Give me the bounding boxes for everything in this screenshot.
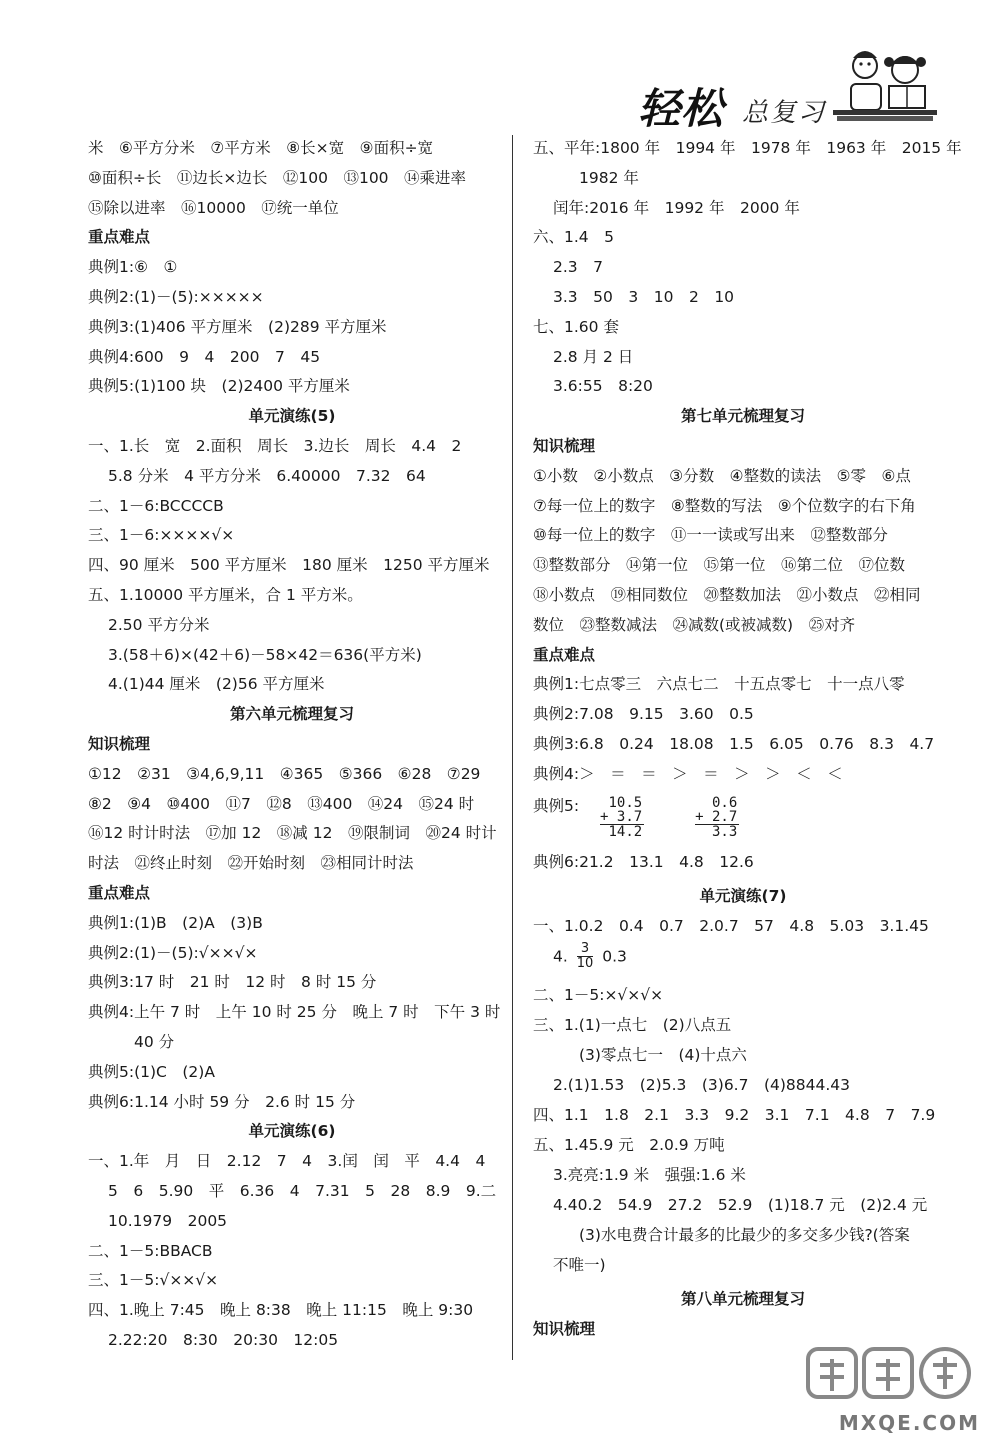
answer-line: 2.(1)1.53 (2)5.3 (3)6.7 (4)8844.43 [553, 1076, 851, 1094]
example5-line [533, 796, 953, 840]
answer-line: 典例4:＞ ＝ ＝ ＞ ＝ ＞ ＞ ＜ ＜ [533, 764, 843, 783]
unit-title: 第七单元梳理复习 [680, 407, 805, 426]
answer-line: 4.40.2 54.9 27.2 52.9 (1)18.7 元 (2)2.4 元 [553, 1196, 928, 1214]
watermark-logo-icon [800, 1343, 980, 1405]
unit-title: 第八单元梳理复习 [680, 1290, 805, 1308]
section-heading: 重点难点 [88, 884, 151, 902]
answer-line: 典例6:21.2 13.1 4.8 12.6 [533, 853, 754, 871]
brand-title: 轻松 [638, 84, 725, 133]
answer-line: 10.1979 2005 [108, 1211, 228, 1230]
answer-line: ⑩每一位上的数字 ⑪一一读或写出来 ⑫整数部分 [533, 526, 888, 545]
answer-line: 5.8 分米 4 平方分米 6.40000 7.32 64 [108, 466, 426, 485]
section-heading: 知识梳理 [88, 735, 151, 753]
vertical-addition-2 [695, 796, 739, 839]
answer-line: 40 分 [134, 1033, 175, 1051]
answer-line: ①小数 ②小数点 ③分数 ④整数的读法 ⑤零 ⑥点 [533, 466, 911, 485]
answer-line: 时法 ㉑终止时刻 ㉒开始时刻 ㉓相同计时法 [88, 854, 414, 873]
answer-line: ⑦每一位上的数字 ⑧整数的写法 ⑨个位数字的右下角 [533, 496, 916, 515]
section-heading: 重点难点 [88, 228, 151, 247]
answer-line: 2.50 平方分米 [108, 615, 210, 634]
answer-line: 七、1.60 套 [533, 317, 619, 336]
answer-line: 典例3:17 时 21 时 12 时 8 时 15 分 [88, 973, 377, 992]
answer-line: 典例3:(1)406 平方厘米 (2)289 平方厘米 [88, 317, 387, 336]
watermark-text: MXQE.COM [838, 1411, 980, 1435]
answer-line: 五、1.45.9 元 2.0.9 万吨 [533, 1136, 725, 1154]
answer-line: 典例5:(1)C (2)A [88, 1062, 215, 1081]
answer-line: 二、1－6:BCCCCB [88, 496, 224, 515]
answer-line: 4.(1)44 厘米 (2)56 平方厘米 [108, 675, 325, 694]
answer-line: 典例1:⑥ ① [88, 258, 178, 277]
answer-line: 典例4:600 9 4 200 7 45 [88, 347, 321, 366]
section-heading: 知识梳理 [533, 437, 596, 455]
answer-line: ⑩面积÷长 ⑪边长×边长 ⑫100 ⑬100 ⑭乘进率 [88, 168, 467, 187]
answer-line: 闰年:2016 年 1992 年 2000 年 [553, 198, 800, 217]
answer-line: 5 6 5.90 平 6.36 4 7.31 5 28 8.9 9.二 [108, 1182, 497, 1200]
example5-label: 典例5: [533, 797, 580, 815]
answer-line: 二、1－5:×√×√× [533, 986, 664, 1004]
answer-line: 典例3:6.8 0.24 18.08 1.5 6.05 0.76 8.3 4.7 [533, 735, 935, 753]
answer-line: 三、1－5:√××√× [88, 1271, 219, 1290]
answer-line: 典例4:上午 7 时 上午 10 时 25 分 晚上 7 时 下午 3 时 [88, 1003, 501, 1022]
brand-subtitle: 总复习 [742, 98, 827, 128]
answer-line: 一、1.年 月 日 2.12 7 4 3.闰 闰 平 4.4 4 [88, 1152, 486, 1171]
answer-line: 1982 年 [579, 168, 639, 187]
answer-line: 典例2:7.08 9.15 3.60 0.5 [533, 705, 754, 724]
answer-line: 二、1－5:BBACB [88, 1241, 213, 1260]
fraction-line [533, 942, 953, 978]
calc1-top: 10.5 [608, 795, 643, 811]
answer-line: 2.3 7 [553, 258, 604, 277]
answer-line: 四、1.晚上 7:45 晚上 8:38 晚上 11:15 晚上 9:30 [88, 1301, 474, 1320]
calc2-top: 0.6 [711, 795, 738, 811]
answer-line: ⑧2 ⑨4 ⑩400 ⑪7 ⑫8 ⑬400 ⑭24 ⑮24 时 [88, 794, 475, 813]
children-reading-illustration [825, 44, 945, 124]
vertical-addition-1 [600, 796, 644, 839]
answer-line: ①12 ②31 ③4,6,9,11 ④365 ⑤366 ⑥28 ⑦29 [88, 764, 481, 783]
answer-line: 五、1.10000 平方厘米，合 1 平方米。 [88, 586, 363, 604]
answer-line: 典例5:(1)100 块 (2)2400 平方厘米 [88, 377, 350, 396]
answer-line: (3)水电费合计最多的比最少的多交多少钱?(答案 [579, 1226, 910, 1244]
answer-line: ⑱小数点 ⑲相同数位 ⑳整数加法 ㉑小数点 ㉒相同 [533, 586, 921, 604]
answer-line: 典例2:(1)－(5):××××× [88, 288, 264, 306]
answer-line: 三、1－6:××××√× [88, 526, 235, 545]
answer-line: 三、1.(1)一点七 (2)八点五 [533, 1016, 732, 1034]
answer-line: 一、1.长 宽 2.面积 周长 3.边长 周长 4.4 2 [88, 437, 462, 455]
calc2-add: + 2.7 [695, 809, 738, 825]
answer-line: 典例1:七点零三 六点七二 十五点零七 十一点八零 [533, 675, 905, 694]
column-divider [512, 135, 513, 1360]
unit-title: 第六单元梳理复习 [229, 705, 354, 724]
unit-title: 单元演练(6) [248, 1122, 336, 1141]
frac-prefix: 4. [553, 947, 568, 966]
answer-line: 四、1.1 1.8 2.1 3.3 9.2 3.1 7.1 4.8 7 7.9 [533, 1106, 936, 1124]
answer-line: ⑮除以进率 ⑯10000 ⑰统一单位 [88, 198, 339, 217]
answer-line: 2.8 月 2 日 [553, 347, 634, 366]
answer-line: 六、1.4 5 [533, 228, 615, 247]
answer-line: 五、平年:1800 年 1994 年 1978 年 1963 年 2015 年 [533, 139, 962, 157]
answer-line: 典例1:(1)B (2)A (3)B [88, 913, 263, 932]
answer-line: 典例2:(1)－(5):√××√× [88, 943, 258, 962]
answer-line: 3.6:55 8:20 [553, 377, 653, 396]
calc1-result: 14.2 [608, 824, 643, 840]
answer-line: ⑬整数部分 ⑭第一位 ⑮第一位 ⑯第二位 ⑰位数 [533, 556, 906, 575]
section-heading: 重点难点 [533, 645, 596, 664]
calc2-result: 3.3 [711, 824, 738, 840]
unit-title: 单元演练(5) [248, 407, 336, 426]
calc1-add: + 3.7 [600, 809, 643, 825]
answer-line: 3.亮亮:1.9 米 强强:1.6 米 [553, 1166, 746, 1184]
site-watermark [800, 1343, 980, 1435]
answer-line: 米 ⑥平方分米 ⑦平方米 ⑧长×宽 ⑨面积÷宽 [88, 139, 434, 157]
answer-line: 2.22:20 8:30 20:30 12:05 [108, 1331, 339, 1349]
answer-line: 不唯一) [553, 1256, 606, 1274]
answer-line: 一、1.0.2 0.4 0.7 2.0.7 57 4.8 5.03 3.1.45 [533, 917, 929, 935]
section-heading: 知识梳理 [533, 1320, 596, 1338]
fraction-denominator: 10 [576, 956, 594, 971]
answer-line: 数位 ㉓整数减法 ㉔减数(或被减数) ㉕对齐 [533, 615, 856, 634]
answer-line: 典例6:1.14 小时 59 分 2.6 时 15 分 [88, 1092, 356, 1111]
fraction-numerator: 3 [577, 942, 594, 957]
answer-line: 3.(58＋6)×(42＋6)－58×42＝636(平方米) [108, 645, 422, 664]
brand-header [630, 62, 950, 136]
fraction [577, 942, 594, 971]
unit-title: 单元演练(7) [699, 887, 787, 905]
answer-line: 3.3 50 3 10 2 10 [553, 288, 735, 306]
frac-suffix: 0.3 [602, 947, 627, 966]
answer-line: ⑯12 时计时法 ⑰加 12 ⑱减 12 ⑲限制词 ⑳24 时计 [88, 824, 497, 843]
answer-line: (3)零点七一 (4)十点六 [579, 1046, 747, 1064]
answer-line: 四、90 厘米 500 平方厘米 180 厘米 1250 平方厘米 [88, 556, 490, 575]
